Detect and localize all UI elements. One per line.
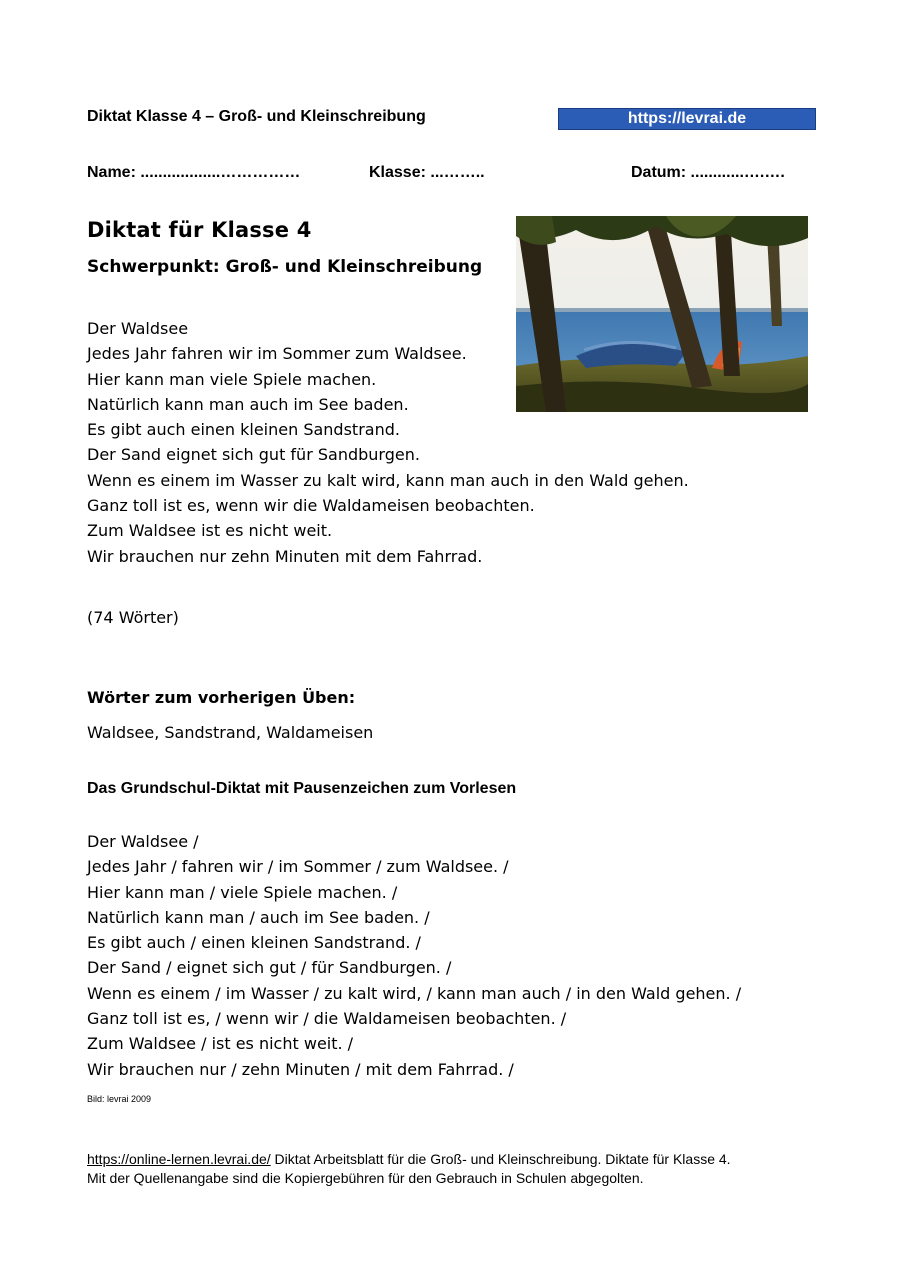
dictation-line: Wir brauchen nur zehn Minuten mit dem Fahrrad. — [87, 546, 483, 566]
date-field: Datum: ............….…. — [631, 164, 785, 181]
footer-link[interactable]: https://online-lernen.levrai.de/ — [87, 1151, 271, 1167]
dictation-line: Natürlich kann man auch im See baden. — [87, 394, 409, 414]
class-field: Klasse: ...…….. — [369, 164, 485, 181]
paused-dictation-line: Es gibt auch / einen kleinen Sandstrand. / — [87, 933, 421, 953]
dictation-line: Hier kann man viele Spiele machen. — [87, 369, 377, 389]
paused-dictation-line: Wenn es einem / im Wasser / zu kalt wird, / kann man auch / in den Wald gehen. / — [87, 983, 742, 1003]
paused-dictation-line: Hier kann man / viele Spiele machen. / — [87, 882, 398, 902]
dictation-text — [87, 316, 689, 569]
site-badge[interactable]: https://levrai.de — [558, 108, 816, 130]
header-title: Diktat Klasse 4 – Groß- und Kleinschreibung — [87, 108, 426, 125]
footer-line-2: Mit der Quellenangabe sind die Kopiergebühren für den Gebrauch in Schulen abgegolten. — [87, 1170, 644, 1186]
dictation-line: Der Sand eignet sich gut für Sandburgen. — [87, 445, 420, 465]
page-subtitle: Schwerpunkt: Groß- und Kleinschreibung — [87, 257, 483, 277]
dictation-line: Der Waldsee — [87, 319, 189, 338]
paused-dictation-line: Wir brauchen nur / zehn Minuten / mit dem Fahrrad. / — [87, 1059, 514, 1079]
footer-line-1-text: Diktat Arbeitsblatt für die Groß- und Kleinschreibung. Diktate für Klasse 4. — [270, 1151, 731, 1167]
paused-dictation-text — [87, 829, 741, 1082]
paused-dictation-line: Natürlich kann man / auch im See baden. / — [87, 907, 430, 927]
practice-heading: Wörter zum vorherigen Üben: — [87, 688, 356, 707]
paused-dictation-heading: Das Grundschul-Diktat mit Pausenzeichen zum Vorlesen — [87, 780, 517, 797]
practice-words: Waldsee, Sandstrand, Waldameisen — [87, 723, 374, 742]
name-field: Name: ..................…………… — [87, 164, 301, 181]
paused-dictation-line: Jedes Jahr / fahren wir / im Sommer / zum Waldsee. / — [87, 857, 509, 877]
dictation-line: Wenn es einem im Wasser zu kalt wird, kann man auch in den Wald gehen. — [87, 470, 689, 490]
paused-dictation-line: Ganz toll ist es, / wenn wir / die Waldameisen beobachten. / — [87, 1009, 567, 1029]
footer-line-1 — [87, 1150, 731, 1169]
dictation-line: Jedes Jahr fahren wir im Sommer zum Waldsee. — [87, 344, 467, 364]
page-title: Diktat für Klasse 4 — [87, 218, 312, 242]
dictation-line: Es gibt auch einen kleinen Sandstrand. — [87, 420, 400, 440]
dictation-line: Zum Waldsee ist es nicht weit. — [87, 521, 333, 541]
paused-dictation-line: Der Sand / eignet sich gut / für Sandburgen. / — [87, 958, 452, 978]
dictation-line: Ganz toll ist es, wenn wir die Waldameisen beobachten. — [87, 496, 535, 516]
image-credit: Bild: levrai 2009 — [87, 1094, 152, 1104]
word-count: (74 Wörter) — [87, 608, 179, 627]
footer — [87, 1150, 731, 1188]
paused-dictation-line: Zum Waldsee / ist es nicht weit. / — [87, 1034, 354, 1054]
paused-dictation-line: Der Waldsee / — [87, 832, 199, 851]
